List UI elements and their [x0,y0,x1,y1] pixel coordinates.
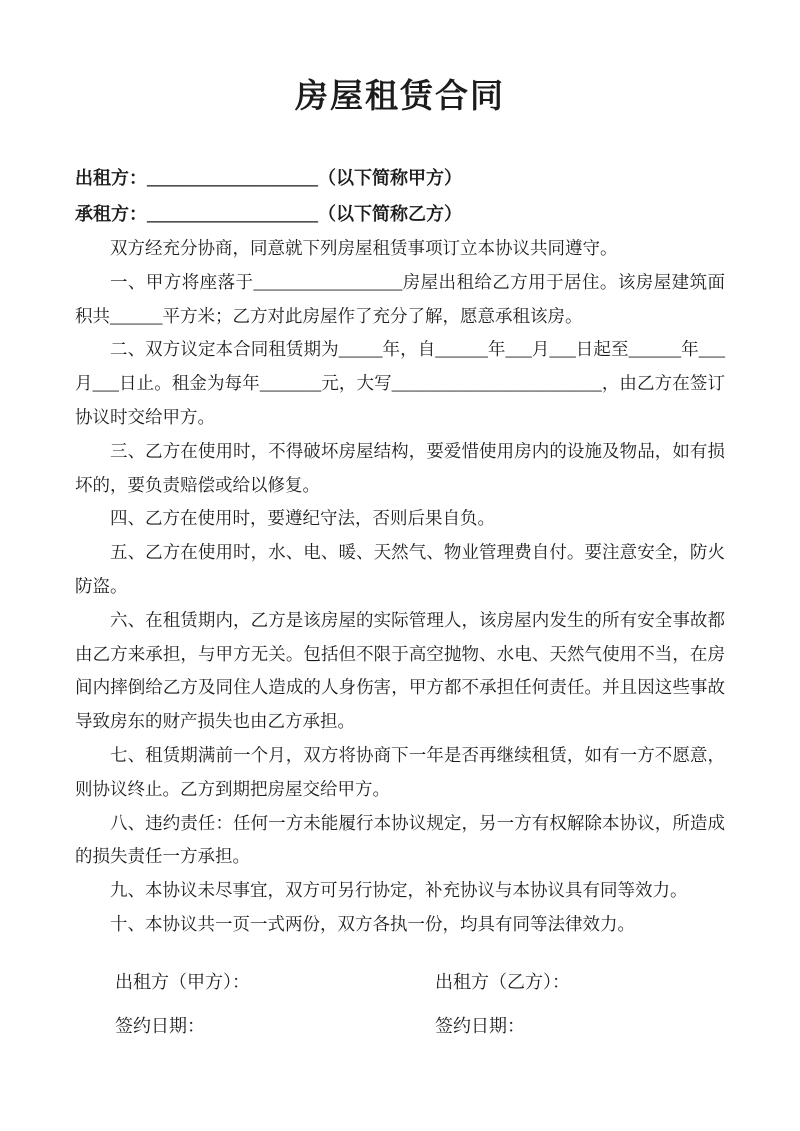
lessee-alias: （以下简称乙方） [318,204,462,224]
lessee-line [75,196,725,232]
party-a-sign-label: 出租方（甲方）： [115,971,250,992]
clause-7: 七、租赁期满前一个月，双方将协商下一年是否再继续租赁，如有一方不愿意，则协议终止。乙方到期把房屋交给甲方。 [75,744,725,799]
clause-4: 四、乙方在使用时，要遵纪守法，否则后果自负。 [110,508,495,529]
lessee-label: 承租方： [75,204,147,224]
clause-9: 九、本协议未尽事宜，双方可另行协定，补充协议与本协议具有同等效力。 [110,880,688,901]
signature-col-party-b [435,960,725,1048]
signature-block [75,960,725,1048]
clause-10: 十、本协议共一页一式两份，双方各执一份，均具有同等法律效力。 [110,913,635,934]
clause-8: 八、违约责任：任何一方未能履行本协议规定，另一方有权解除本协议，所造成的损失责任一方承担。 [75,812,725,867]
party-b-date-label: 签约日期： [435,1015,525,1036]
clause-6: 六、在租赁期内，乙方是该房屋的实际管理人，该房屋内发生的所有安全事故都由乙方来承担，与甲方无关。包括但不限于高空抛物、水电、天然气使用不当，在房间内摔倒给乙方及同住人造成的人身伤害，甲方都不承担任何责任。并且因这些事故导致房东的财产损失也由乙方承担。 [75,609,725,732]
lessor-label: 出租方： [75,168,147,188]
clause-3: 三、乙方在使用时，不得破坏房屋结构，要爱惜使用房内的设施及物品，如有损坏的，要负责赔偿或给以修复。 [75,440,725,495]
party-b-sign-label: 出租方（乙方）： [435,971,570,992]
clause-1: 一、甲方将座落于_________________房屋出租给乙方用于居住。该房屋建筑面积共______平方米；乙方对此房屋作了充分了解，愿意承租该房。 [75,271,725,326]
lessor-line [75,160,725,196]
page-title: 房屋租赁合同 [295,79,505,115]
lessee-name-blank: ___________________ [147,204,318,224]
contract-body [75,232,725,942]
lessor-alias: （以下简称甲方） [318,168,462,188]
clause-5: 五、乙方在使用时，水、电、暖、天然气、物业管理费自付。要注意安全，防火防盗。 [75,542,725,596]
signature-col-party-a [115,960,435,1048]
clause-2: 二、双方议定本合同租赁期为_____年，自______年___月___日起至______年___月___日止。租金为每年_______元，大写________________________，由乙方在签订协议时交给甲方。 [75,339,725,427]
lessor-name-blank: ___________________ [147,168,318,188]
party-a-date-label: 签约日期： [115,1015,205,1036]
preamble-paragraph: 双方经充分协商，同意就下列房屋租赁事项订立本协议共同遵守。 [110,238,618,258]
